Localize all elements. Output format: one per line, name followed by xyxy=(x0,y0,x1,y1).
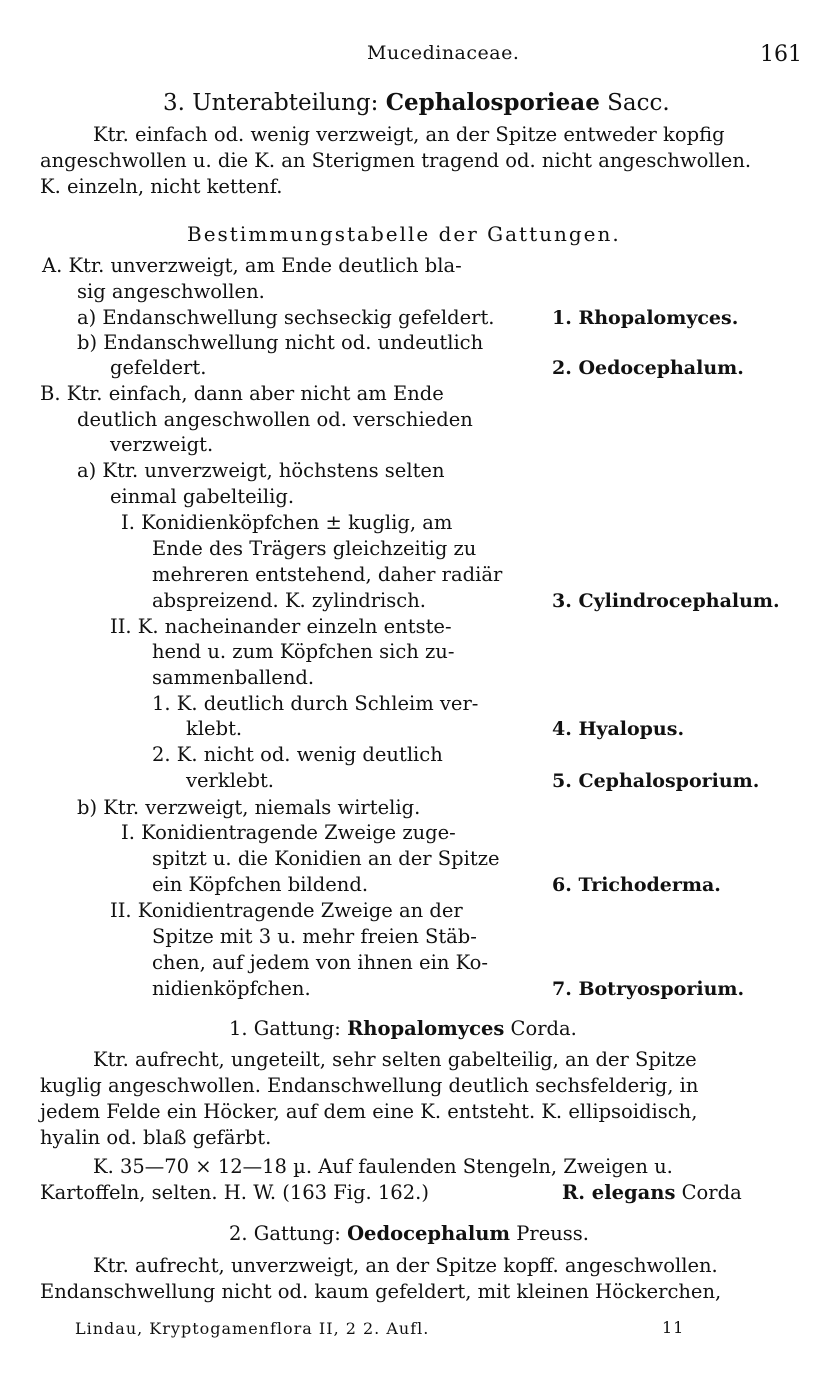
sheet-number: 11 xyxy=(662,1318,685,1337)
key-line: a) Ktr. unverzweigt, höchstens selten xyxy=(77,459,445,482)
footer-signature: Lindau, Kryptogamenflora II, 2 2. Aufl. xyxy=(75,1319,430,1338)
key-title: Bestimmungstabelle der Gattungen. xyxy=(187,222,621,246)
genus-2-name: Oedocephalum xyxy=(347,1222,511,1245)
subdivision-text-line: angeschwollen u. die K. an Sterigmen tragend od. nicht angeschwollen. xyxy=(40,149,752,172)
subdivision-prefix: 3. Unterabteilung: xyxy=(163,90,386,116)
genus-1-text-line: Ktr. aufrecht, ungeteilt, sehr selten gabelteilig, an der Spitze xyxy=(93,1048,697,1071)
key-line: b) Endanschwellung nicht od. undeutlich xyxy=(77,331,484,354)
key-line: Spitze mit 3 u. mehr freien Stäb- xyxy=(152,925,477,948)
key-line: Ende des Trägers gleichzeitig zu xyxy=(152,537,477,560)
genus-1-name: Rhopalomyces xyxy=(347,1017,505,1040)
key-line: b) Ktr. verzweigt, niemals wirtelig. xyxy=(77,796,421,819)
genus-1-text-line: jedem Felde ein Höcker, auf dem eine K. entsteht. K. ellipsoidisch, xyxy=(40,1100,698,1123)
key-result: 7. Botryosporium. xyxy=(552,978,745,1000)
subdivision-author: Sacc. xyxy=(599,90,670,116)
key-line: I. Konidientragende Zweige zuge- xyxy=(121,821,456,844)
key-line: verzweigt. xyxy=(110,433,214,456)
genus-1-text-line: Kartoffeln, selten. H. W. (163 Fig. 162.) xyxy=(40,1181,429,1204)
key-line: A. Ktr. unverzweigt, am Ende deutlich bla- xyxy=(42,254,462,277)
key-line: einmal gabelteilig. xyxy=(110,485,295,508)
subdivision-text-line: K. einzeln, nicht kettenf. xyxy=(40,175,283,198)
genus-1-text-line: kuglig angeschwollen. Endanschwellung deutlich sechsfelderig, in xyxy=(40,1074,699,1097)
genus-2-text-line: Ktr. aufrecht, unverzweigt, an der Spitze kopff. angeschwollen. xyxy=(93,1254,718,1277)
key-result: 1. Rhopalomyces. xyxy=(552,307,739,329)
key-line: I. Konidienköpfchen ± kuglig, am xyxy=(121,511,453,534)
key-result: 5. Cephalosporium. xyxy=(552,770,760,792)
key-line: spitzt u. die Konidien an der Spitze xyxy=(152,847,500,870)
genus-1-author: Corda. xyxy=(504,1017,577,1040)
species-name: R. elegans xyxy=(562,1181,676,1204)
key-line: sammenballend. xyxy=(152,666,315,689)
key-line: a) Endanschwellung sechseckig gefeldert. xyxy=(77,306,495,329)
genus-2-text-line: Endanschwellung nicht od. kaum gefeldert, mit kleinen Höckerchen, xyxy=(40,1280,722,1303)
page-number: 161 xyxy=(760,42,802,67)
key-line: hend u. zum Köpfchen sich zu- xyxy=(152,640,455,663)
key-line: 2. K. nicht od. wenig deutlich xyxy=(152,743,443,766)
genus-2-prefix: 2. Gattung: xyxy=(229,1222,348,1245)
genus-1-heading xyxy=(229,1017,577,1040)
genus-2-author: Preuss. xyxy=(510,1222,589,1245)
key-result: 6. Trichoderma. xyxy=(552,874,721,896)
genus-1-prefix: 1. Gattung: xyxy=(229,1017,348,1040)
key-line: deutlich angeschwollen od. verschieden xyxy=(77,408,473,431)
key-line: ein Köpfchen bildend. xyxy=(152,873,369,896)
key-line: gefeldert. xyxy=(110,356,207,379)
key-line: sig angeschwollen. xyxy=(77,280,265,303)
key-line: verklebt. xyxy=(186,769,274,792)
key-line: B. Ktr. einfach, dann aber nicht am Ende xyxy=(40,382,444,405)
species-author: Corda xyxy=(675,1181,742,1204)
genus-1-text-line: K. 35—70 × 12—18 µ. Auf faulenden Stengeln, Zweigen u. xyxy=(93,1155,673,1178)
subdivision-heading xyxy=(163,89,670,116)
key-line: II. Konidientragende Zweige an der xyxy=(110,899,463,922)
key-line: chen, auf jedem von ihnen ein Ko- xyxy=(152,951,488,974)
key-line: II. K. nacheinander einzeln entste- xyxy=(110,615,452,638)
subdivision-name: Cephalosporieae xyxy=(385,89,600,116)
key-result: 2. Oedocephalum. xyxy=(552,357,744,379)
key-line: nidienköpfchen. xyxy=(152,977,311,1000)
key-result: 4. Hyalopus. xyxy=(552,718,685,740)
subdivision-text-line: Ktr. einfach od. wenig verzweigt, an der Spitze entweder kopfig xyxy=(93,123,725,146)
key-line: mehreren entstehend, daher radiär xyxy=(152,563,503,586)
genus-1-text-line: hyalin od. blaß gefärbt. xyxy=(40,1126,272,1149)
key-line: abspreizend. K. zylindrisch. xyxy=(152,589,426,612)
running-title: Mucedinaceae. xyxy=(367,42,520,64)
key-result: 3. Cylindrocephalum. xyxy=(552,590,780,612)
key-line: klebt. xyxy=(186,717,243,740)
key-line: 1. K. deutlich durch Schleim ver- xyxy=(152,692,479,715)
genus-2-heading xyxy=(229,1222,589,1245)
genus-1-species xyxy=(562,1181,742,1204)
